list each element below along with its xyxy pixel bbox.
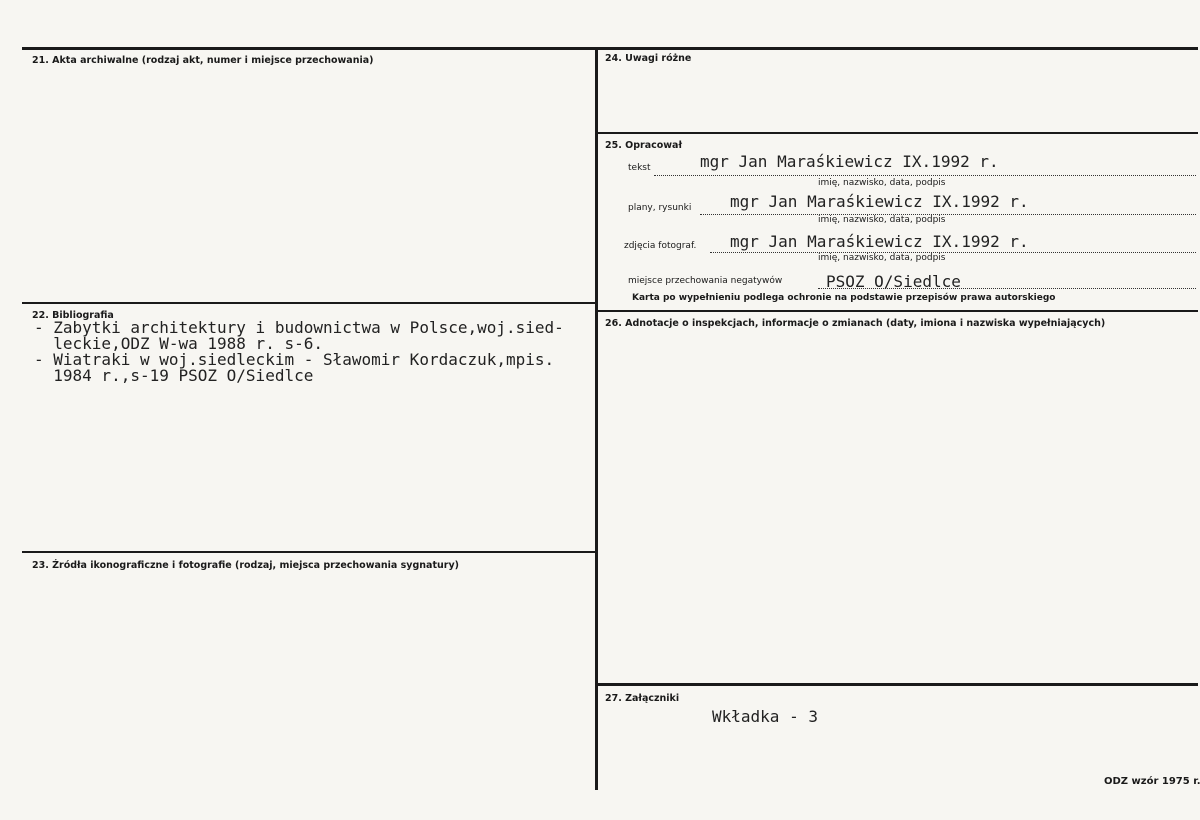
rule-21-22 [22,302,597,304]
rule-24-25 [597,132,1198,134]
section-25-label: 25. Opracował [605,140,682,151]
zdjecia-label: zdjęcia fotograf. [624,241,697,251]
negatywy-label: miejsce przechowania negatywów [628,276,783,286]
plany-value: mgr Jan Maraśkiewicz IX.1992 r. [730,192,1029,211]
section-23-label: 23. Źródła ikonograficzne i fotografie (rodzaj, miejsca przechowania sygnatury) [32,560,459,571]
zdjecia-value: mgr Jan Maraśkiewicz IX.1992 r. [730,232,1029,251]
tekst-line [654,175,1196,176]
tekst-value: mgr Jan Maraśkiewicz IX.1992 r. [700,152,999,171]
plany-line [700,214,1196,215]
section-22-label: 22. Bibliografia [32,310,114,321]
tekst-label: tekst [628,163,651,173]
section-24-label: 24. Uwagi różne [605,53,692,64]
bibliography-line: - Zabytki architektury i budownictwa w Polsce,woj.sied- [34,318,564,337]
zdjecia-caption: imię, nazwisko, data, podpis [818,253,946,263]
attachments-value: Wkładka - 3 [712,707,818,726]
plany-label: plany, rysunki [628,203,692,213]
copyright-notice: Karta po wypełnieniu podlega ochronie na podstawie przepisów prawa autorskiego [632,293,1056,303]
section-26-label: 26. Adnotacje o inspekcjach, informacje o zmianach (daty, imiona i nazwiska wypełniających) [605,318,1106,329]
bibliography-line: - Wiatraki w woj.siedleckim - Sławomir Kordaczuk,mpis. [34,350,555,369]
tekst-caption: imię, nazwisko, data, podpis [818,178,946,188]
plany-caption: imię, nazwisko, data, podpis [818,215,946,225]
top-rule [22,47,1198,50]
bibliography-line: 1984 r.,s-19 PSOZ O/Siedlce [34,366,314,385]
form-footer: ODZ wzór 1975 r. [1104,776,1200,787]
section-27-label: 27. Załączniki [605,693,680,704]
zdjecia-line [710,252,1196,253]
rule-25-26 [597,310,1198,312]
bibliography-line: leckie,ODZ W-wa 1988 r. s-6. [34,334,323,353]
section-21-label: 21. Akta archiwalne (rodzaj akt, numer i miejsce przechowania) [32,55,374,66]
rule-22-23 [22,551,597,553]
negatywy-value: PSOZ O/Siedlce [826,272,961,291]
center-divider [595,47,598,790]
rule-26-27 [597,683,1198,686]
